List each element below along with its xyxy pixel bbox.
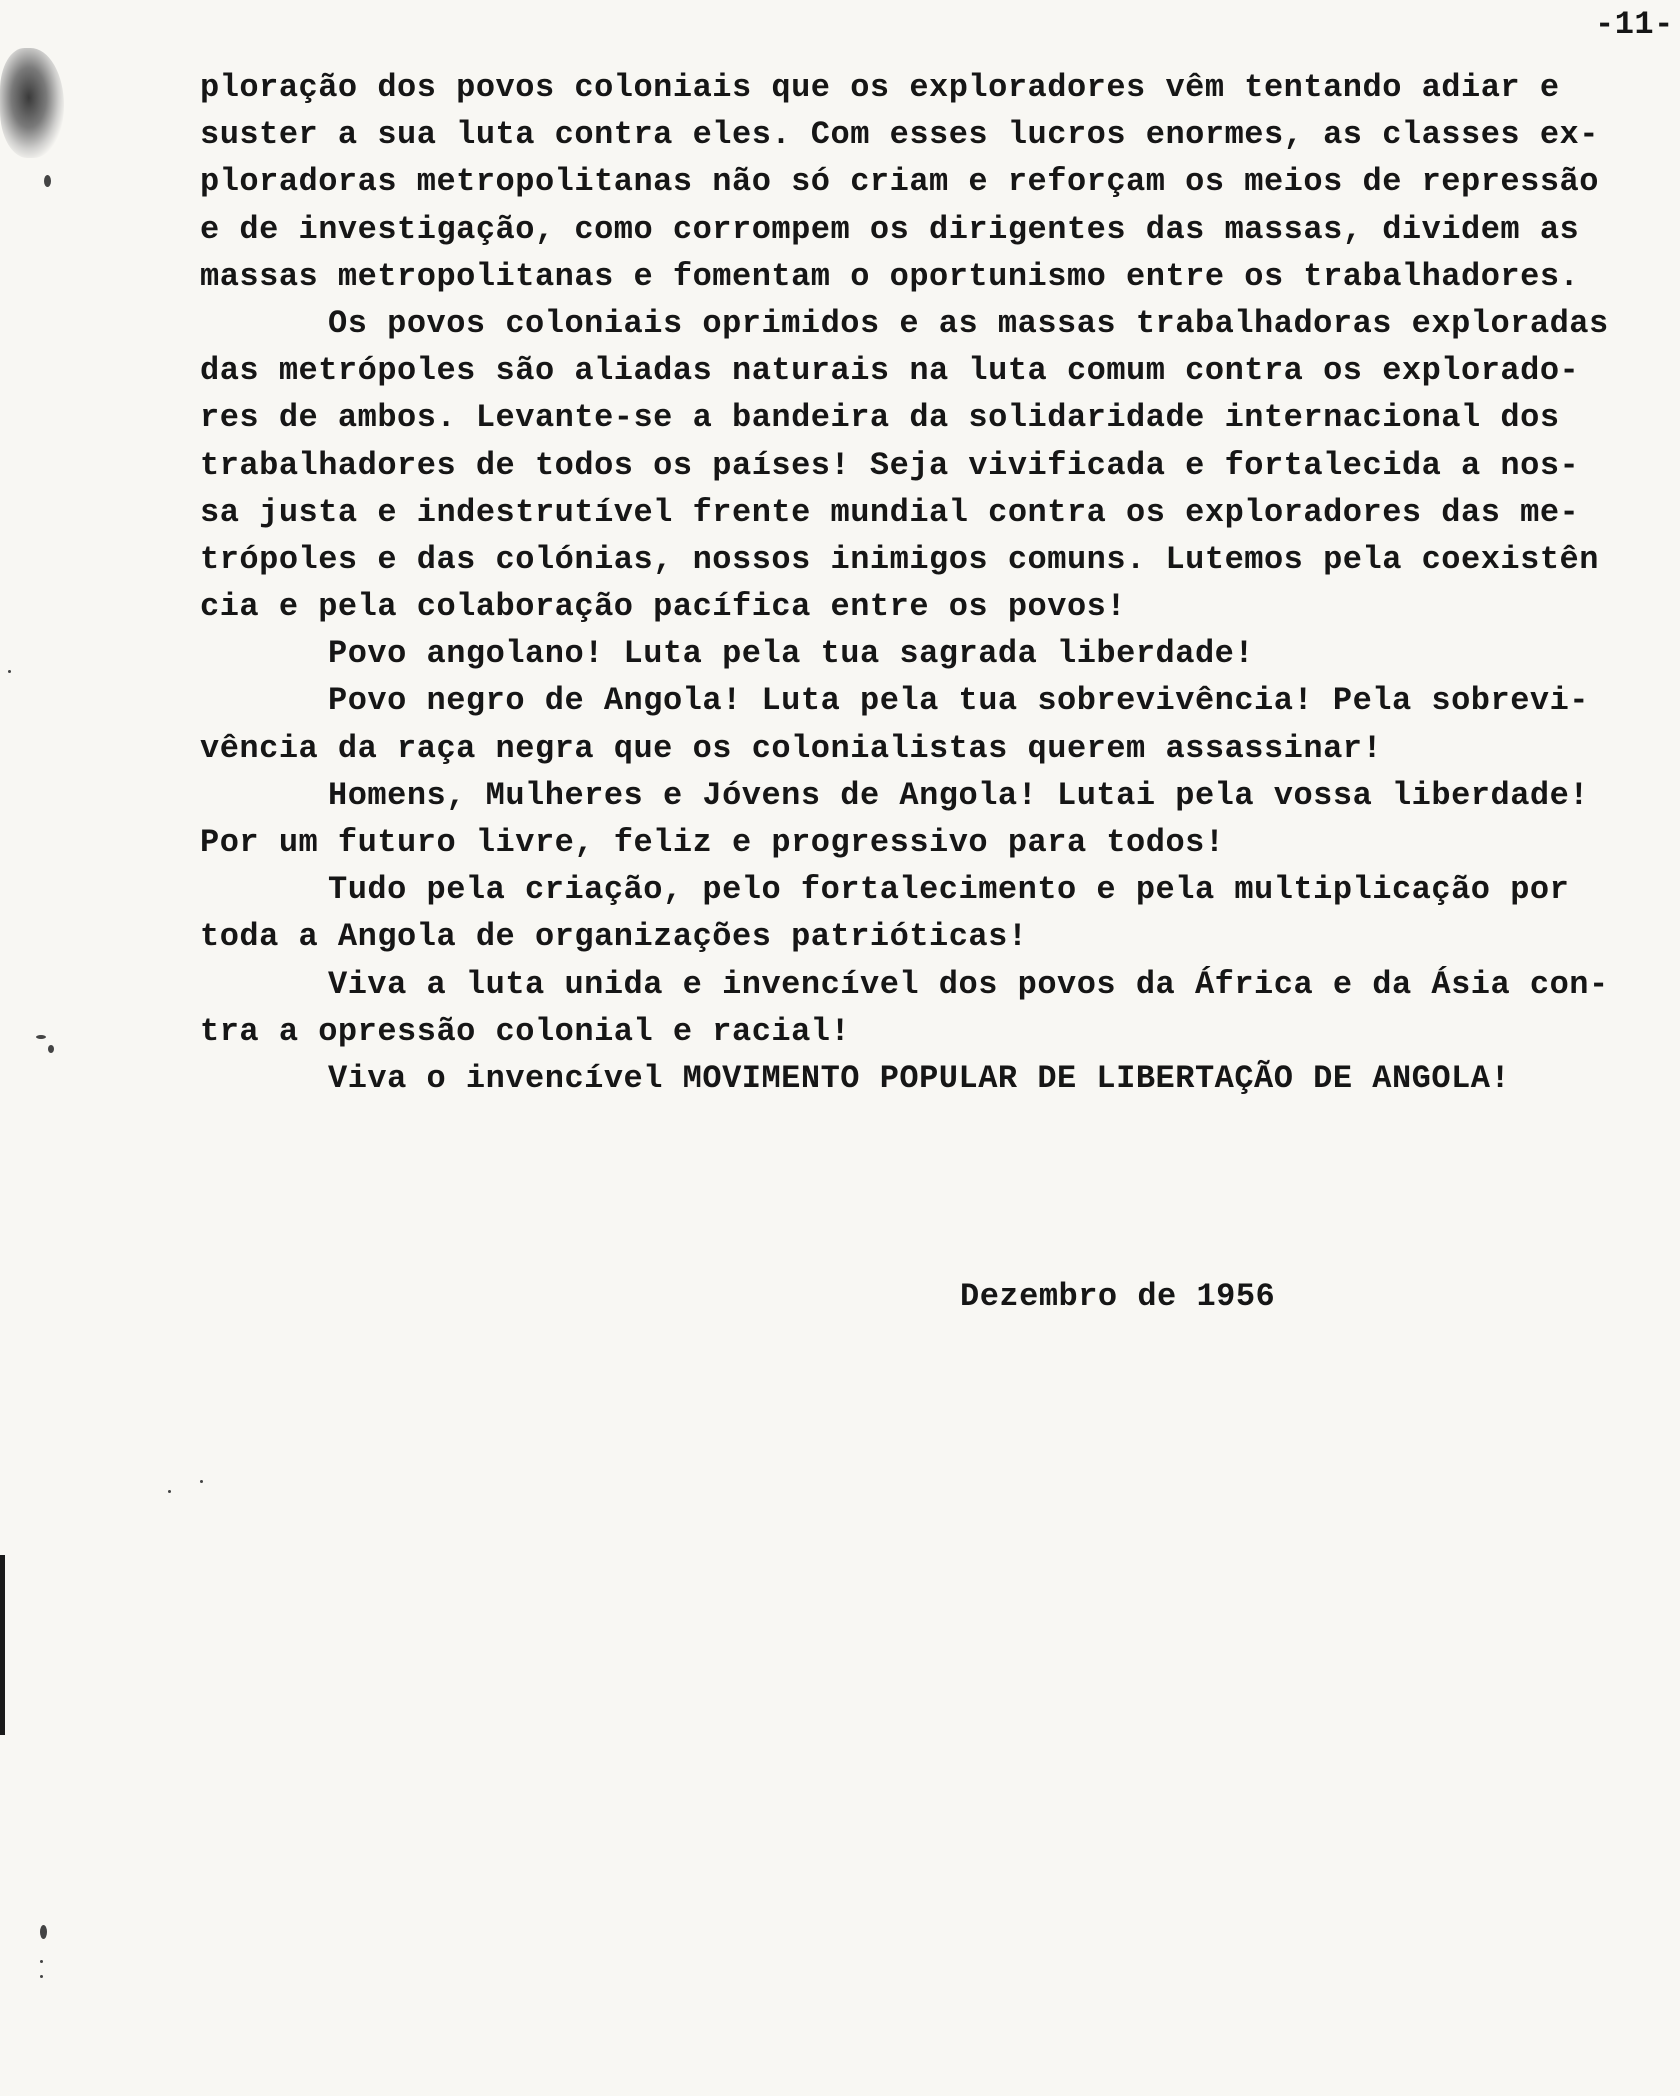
text-line: Por um futuro livre, feliz e progressivo para todos! — [200, 824, 1225, 861]
scan-speck — [44, 175, 51, 187]
text-line: trabalhadores de todos os países! Seja vivificada e fortalecida a nos- — [200, 446, 1580, 484]
scan-speck — [40, 1975, 43, 1978]
text-line: suster a sua luta contra eles. Com esses lucros enormes, as classes ex- — [200, 116, 1599, 154]
scan-speck — [40, 1925, 47, 1939]
text-line: vência da raça negra que os colonialistas querem assassinar! — [200, 729, 1383, 767]
text-line: ploradoras metropolitanas não só criam e reforçam os meios de repressão — [200, 163, 1599, 201]
text-line: trópoles e das colónias, nossos inimigos comuns. Lutemos pela coexistên — [200, 540, 1599, 578]
scan-stain — [0, 48, 64, 158]
binding-edge-mark — [0, 1555, 5, 1735]
scan-speck — [168, 1490, 171, 1493]
text-line: Viva a luta unida e invencível dos povos da África e da Ásia con- — [328, 965, 1609, 1003]
text-line: cia e pela colaboração pacífica entre os povos! — [200, 588, 1127, 626]
text-line: Tudo pela criação, pelo fortalecimento e pela multiplicação por — [328, 871, 1570, 909]
text-line: res de ambos. Levante-se a bandeira da solidaridade internacional dos — [200, 399, 1560, 437]
text-line: e de investigação, como corrompem os dirigentes das massas, dividem as — [200, 210, 1580, 248]
scan-speck — [36, 1035, 46, 1039]
text-line: Homens, Mulheres e Jóvens de Angola! Lutai pela vossa liberdade! — [328, 776, 1589, 814]
text-line: Povo angolano! Luta pela tua sagrada liberdade! — [328, 635, 1255, 673]
scan-speck — [200, 1480, 203, 1483]
text-line: toda a Angola de organizações patrióticas! — [200, 918, 1028, 956]
text-line: tra a opressão colonial e racial! — [200, 1012, 851, 1050]
scan-speck — [48, 1045, 54, 1053]
letter-body — [200, 64, 1660, 1102]
text-line: Os povos coloniais oprimidos e as massas trabalhadoras exploradas — [328, 304, 1609, 342]
scan-speck — [8, 670, 11, 673]
text-line: sa justa e indestrutível frente mundial contra os exploradores das me- — [200, 493, 1580, 531]
text-line: massas metropolitanas e fomentam o oportunismo entre os trabalhadores. — [200, 257, 1580, 295]
page-number: -11- — [1595, 6, 1674, 43]
text-line: Viva o invencível MOVIMENTO POPULAR DE LIBERTAÇÃO DE ANGOLA! — [328, 1059, 1511, 1097]
text-line: das metrópoles são aliadas naturais na luta comum contra os explorado- — [200, 352, 1580, 390]
document-date: Dezembro de 1956 — [960, 1278, 1276, 1315]
scan-speck — [40, 1960, 43, 1963]
text-line: ploração dos povos coloniais que os exploradores vêm tentando adiar e — [200, 69, 1560, 106]
text-line: Povo negro de Angola! Luta pela tua sobrevivência! Pela sobrevi- — [328, 682, 1589, 720]
